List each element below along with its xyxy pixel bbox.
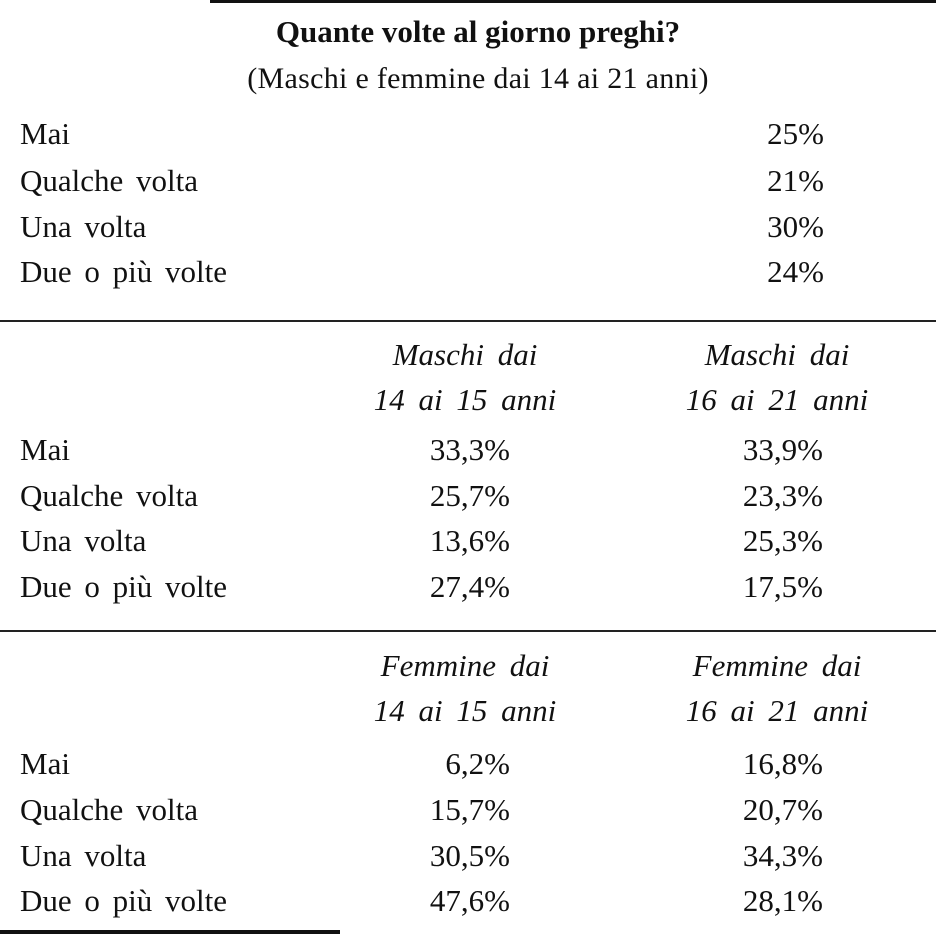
section-divider [0, 320, 936, 322]
row-value-14-15: 47,6% [429, 883, 510, 918]
row-label: Qualche volta [20, 478, 199, 513]
table-row [0, 163, 936, 203]
row-value-14-15: 27,4% [429, 569, 510, 604]
row-value-14-15: 25,7% [429, 478, 510, 513]
row-label: Mai [20, 432, 70, 467]
row-value-14-15: 30,5% [429, 838, 510, 873]
row-value-16-21: 23,3% [742, 478, 823, 513]
row-value-16-21: 16,8% [742, 746, 823, 781]
row-label: Una volta [20, 209, 147, 244]
row-value-16-21: 17,5% [742, 569, 823, 604]
table-row [0, 478, 936, 518]
row-label: Qualche volta [20, 792, 199, 827]
row-label: Due o più volte [20, 569, 227, 604]
column-header-line: Maschi dai [704, 337, 850, 372]
table-row [0, 116, 936, 156]
row-value-14-15: 33,3% [429, 432, 510, 467]
column-header-line: Femmine dai [692, 648, 862, 683]
row-value-14-15: 6,2% [445, 746, 510, 781]
row-value-16-21: 20,7% [742, 792, 823, 827]
row-label: Una volta [20, 838, 147, 873]
bottom-rule [0, 930, 340, 934]
row-value-14-15: 15,7% [429, 792, 510, 827]
row-value-16-21: 25,3% [742, 523, 823, 558]
column-header-line: 14 ai 15 anni [373, 382, 557, 417]
column-header-line: Femmine dai [380, 648, 550, 683]
row-value-14-15: 13,6% [429, 523, 510, 558]
table-row [0, 209, 936, 249]
row-value: 30% [767, 209, 824, 244]
table-row [0, 746, 936, 786]
column-header-maschi-16-21 [652, 332, 902, 422]
column-header-line: 16 ai 21 anni [685, 382, 869, 417]
section-divider [0, 630, 936, 632]
table-row [0, 883, 936, 923]
row-value-16-21: 33,9% [742, 432, 823, 467]
table-row [0, 838, 936, 878]
row-label: Una volta [20, 523, 147, 558]
table-subtitle: (Maschi e femmine dai 14 ai 21 anni) [247, 62, 709, 95]
row-value: 24% [767, 254, 824, 289]
column-header-line: Maschi dai [392, 337, 538, 372]
row-label: Due o più volte [20, 883, 227, 918]
column-header-line: 14 ai 15 anni [373, 693, 557, 728]
table-row [0, 569, 936, 609]
column-header-line: 16 ai 21 anni [685, 693, 869, 728]
row-value-16-21: 34,3% [742, 838, 823, 873]
table-row [0, 432, 936, 472]
column-header-femmine-14-15 [340, 643, 590, 733]
table-row [0, 254, 936, 294]
row-value: 25% [767, 116, 824, 151]
table-title: Quante volte al giorno preghi? [275, 14, 681, 49]
row-label: Due o più volte [20, 254, 227, 289]
row-label: Mai [20, 116, 70, 151]
table-row [0, 792, 936, 832]
column-header-maschi-14-15 [340, 332, 590, 422]
top-rule [210, 0, 936, 3]
row-label: Qualche volta [20, 163, 199, 198]
row-value: 21% [767, 163, 824, 198]
row-label: Mai [20, 746, 70, 781]
row-value-16-21: 28,1% [742, 883, 823, 918]
table-row [0, 523, 936, 563]
column-header-femmine-16-21 [652, 643, 902, 733]
